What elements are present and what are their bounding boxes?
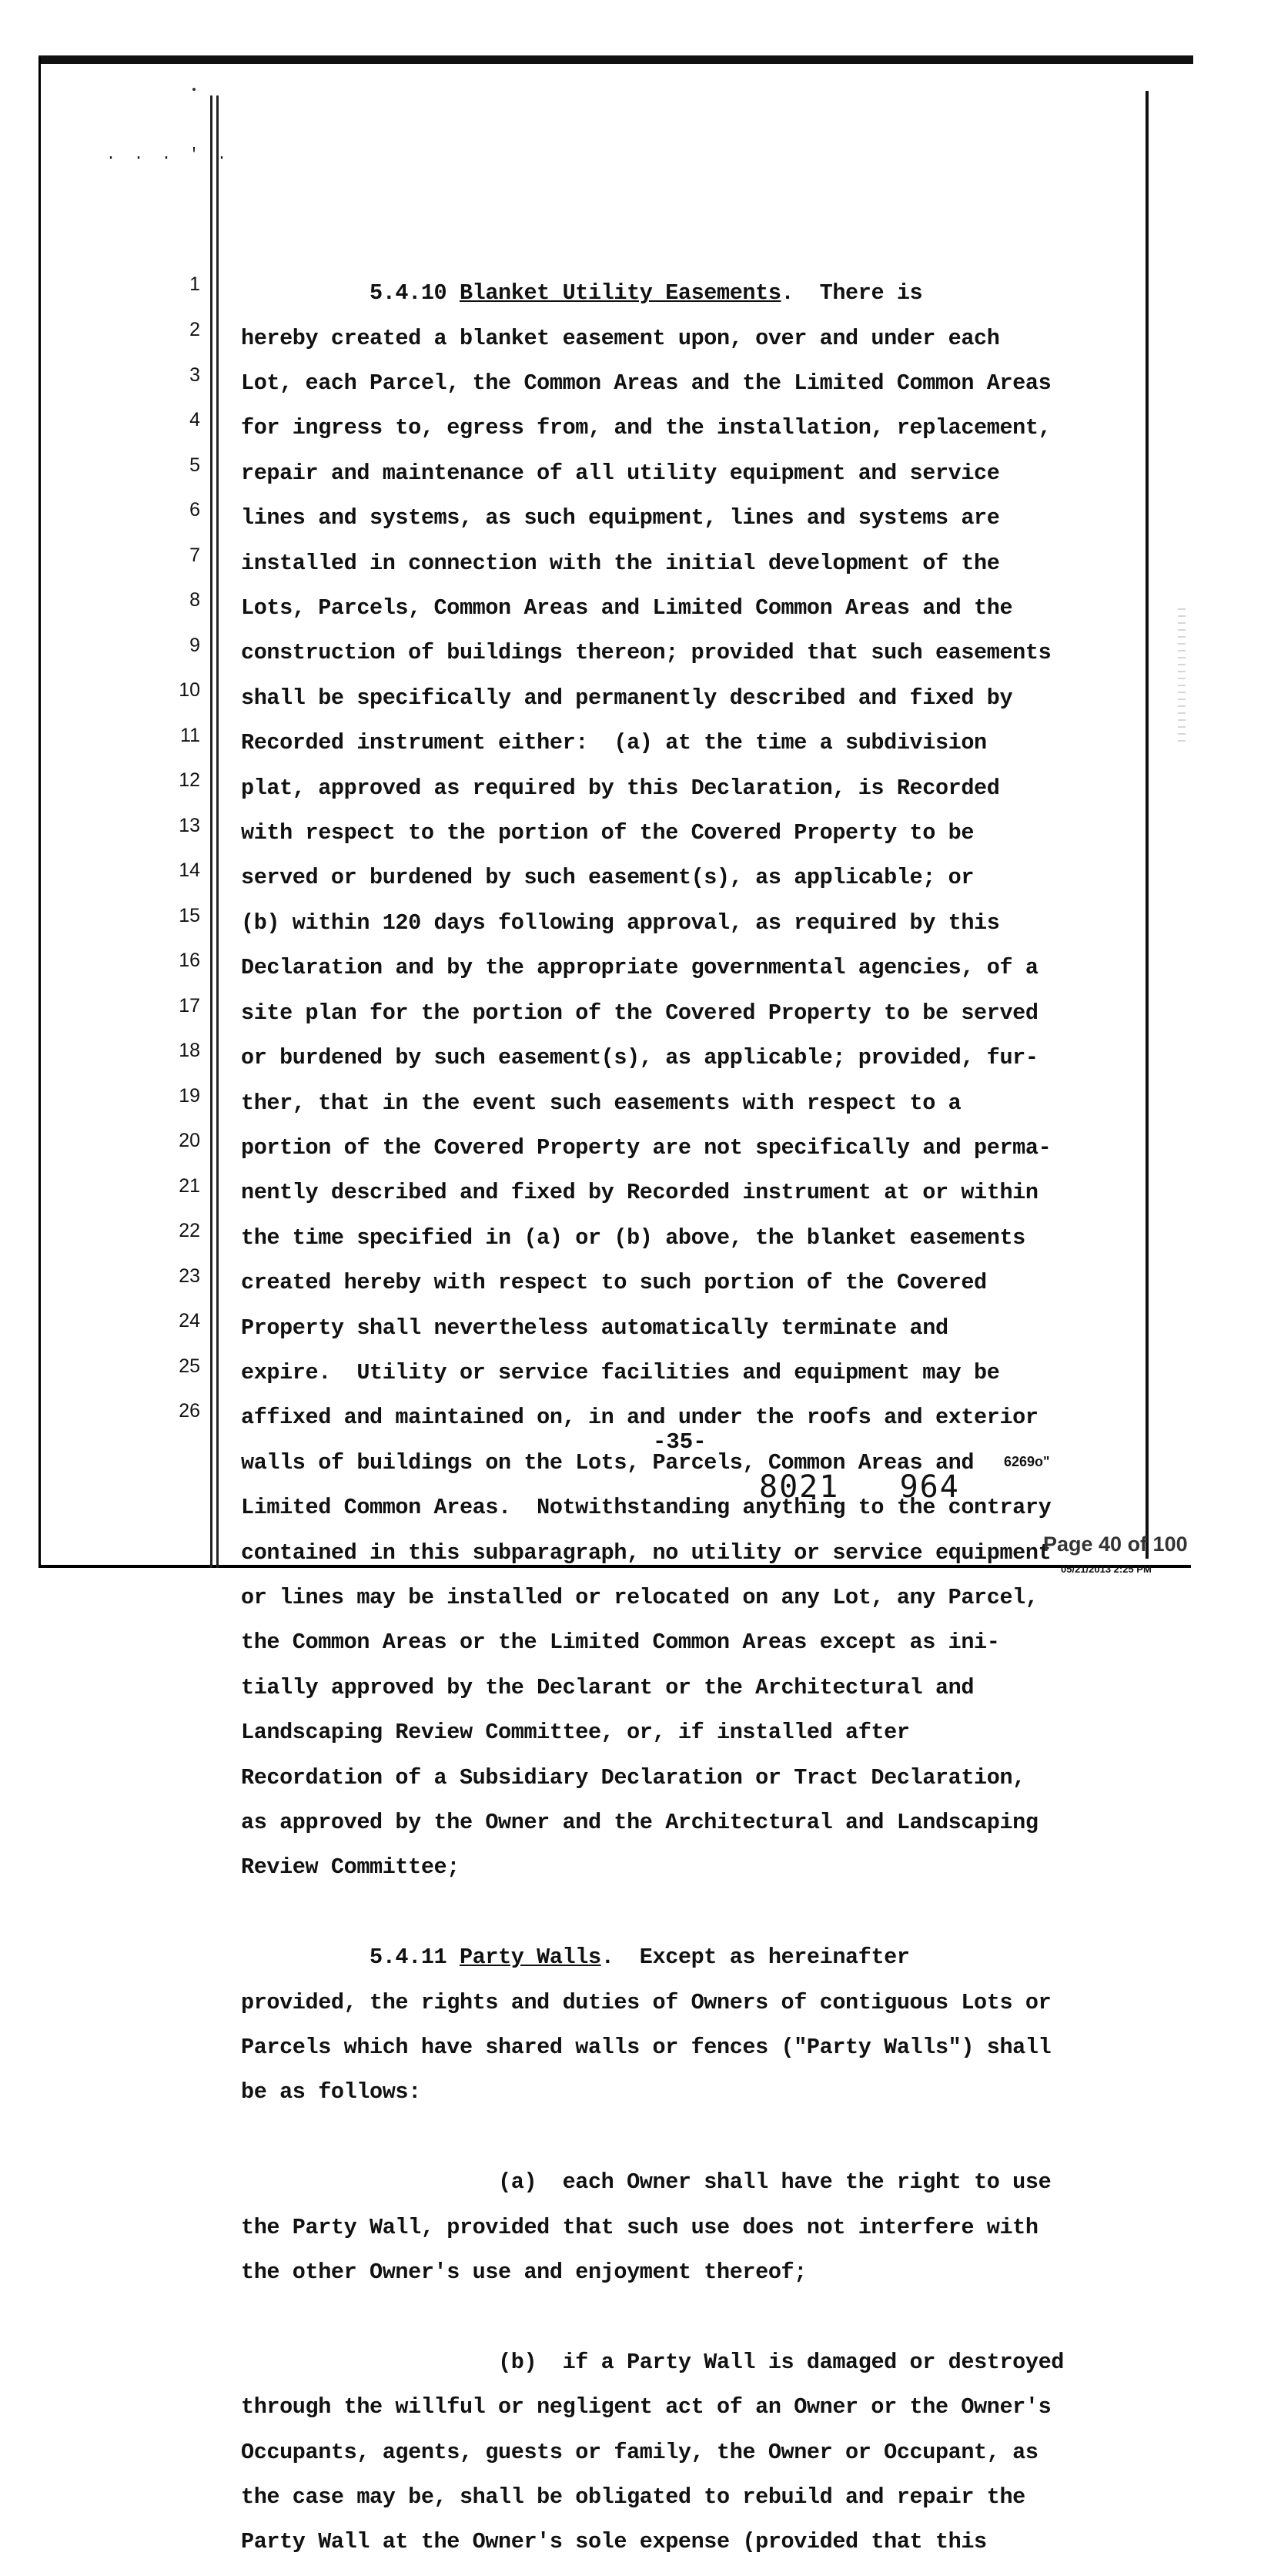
paragraph-line: lines and systems, as such equipment, lines and systems are [241, 505, 1000, 531]
paragraph-line: nently described and fixed by Recorded instrument at or within [241, 1180, 1039, 1206]
document-code: 6269o" [1004, 1454, 1050, 1469]
line-number: 19 [179, 1085, 200, 1107]
print-date: 05/21/2013 2:25 PM [1061, 1563, 1152, 1575]
section-heading-tail: . There is [781, 280, 923, 307]
section-heading-tail: . Except as hereinafter [600, 1945, 910, 1971]
line-number: 22 [179, 1220, 200, 1241]
paragraph-line: (b) within 120 days following approval, as required by this [241, 909, 1000, 936]
paragraph-line: the other Owner's use and enjoyment thereof; [241, 2259, 807, 2286]
section-number: 5.4.10 [370, 280, 447, 307]
paragraph-line: shall be specifically and permanently described and fixed by [241, 685, 1013, 711]
page-number: -35- [653, 1429, 707, 1455]
scan-speck [192, 88, 196, 91]
document-body [241, 260, 1142, 2576]
line-number: 12 [179, 769, 200, 791]
paragraph-line: for ingress to, egress from, and the installation, replacement, [241, 415, 1052, 441]
line-number: 1 [189, 273, 200, 295]
line-number: 21 [179, 1175, 200, 1197]
line-number: 11 [180, 725, 200, 746]
section-heading-line [241, 280, 1142, 307]
paragraph-line: the Common Areas or the Limited Common Areas except as ini- [241, 1630, 1000, 1656]
clause-label: (b) [498, 2349, 537, 2375]
paragraph-line: Review Committee; [241, 1854, 460, 1881]
paragraph-line: site plan for the portion of the Covered Property to be served [241, 1000, 1039, 1026]
right-margin-rule [1146, 91, 1149, 1559]
section-title: Party Walls [459, 1945, 601, 1971]
clause-first-line [241, 2169, 1142, 2196]
line-number: 5 [189, 454, 200, 476]
paragraph-line: affixed and maintained on, in and under the roofs and exterior [241, 1405, 1039, 1431]
paragraph-line: as approved by the Owner and the Architectural and Landscaping [241, 1810, 1039, 1836]
scan-artifact-dots: . . . ' . [106, 146, 232, 164]
line-number: 20 [179, 1130, 200, 1151]
line-number: 9 [189, 635, 200, 656]
line-number: 2 [189, 319, 200, 340]
clause-first-line [241, 2351, 1142, 2373]
paragraph-gap [241, 2306, 1142, 2328]
book-page-stamp: 8021 964 [759, 1469, 960, 1505]
paragraph-line: portion of the Covered Property are not specifically and perma- [241, 1134, 1052, 1161]
line-number: 4 [189, 409, 200, 430]
line-number: 7 [189, 544, 200, 566]
paragraph-line: tially approved by the Declarant or the Architectural and [241, 1674, 975, 1700]
left-margin-rule-inner [216, 95, 219, 1568]
paragraph-gap [241, 1901, 1142, 1924]
paragraph-line: installed in connection with the initial development of the [241, 550, 1000, 576]
line-number: 6 [189, 499, 200, 521]
paragraph-line: Lot, each Parcel, the Common Areas and the Limited Common Areas [241, 370, 1052, 397]
paragraph-line: construction of buildings thereon; provided that such easements [241, 640, 1052, 666]
paragraph-line: Parcels which have shared walls or fences ("Party Walls") shall [241, 2035, 1052, 2061]
paragraph-line: Occupants, agents, guests or family, the Owner or Occupant, as [241, 2439, 1039, 2465]
paragraph-line: ther, that in the event such easements with respect to a [241, 1090, 962, 1116]
paragraph-gap [241, 2126, 1142, 2149]
line-number: 17 [179, 995, 200, 1017]
paragraph-line: served or burdened by such easement(s), as applicable; or [241, 865, 975, 891]
clause-label: (a) [498, 2169, 537, 2196]
paragraph-line: the case may be, shall be obligated to rebuild and repair the [241, 2484, 1025, 2511]
section-heading-line [241, 1945, 1142, 1971]
line-number: 8 [189, 589, 200, 611]
paragraph-line: Limited Common Areas. Notwithstanding anything to the contrary [241, 1495, 1052, 1521]
line-number: 18 [179, 1040, 200, 1061]
paragraph-line: through the willful or negligent act of an Owner or the Owner's [241, 2394, 1052, 2420]
paragraph-line: contained in this subparagraph, no utility or service equipment [241, 1539, 1052, 1566]
paragraph-line: created hereby with respect to such portion of the Covered [241, 1270, 987, 1296]
paragraph-line: Declaration and by the appropriate governmental agencies, of a [241, 955, 1039, 981]
clause-text: each Owner shall have the right to use [562, 2169, 1052, 2196]
line-number: 14 [179, 859, 200, 881]
paragraph-line: repair and maintenance of all utility equipment and service [241, 460, 1000, 486]
paragraph-line: provided, the rights and duties of Owners of contiguous Lots or [241, 1989, 1052, 2015]
line-number: 26 [179, 1400, 200, 1422]
line-number: 16 [179, 950, 200, 971]
paragraph-line: Lots, Parcels, Common Areas and Limited Common Areas and the [241, 595, 1013, 621]
paragraph-line: Landscaping Review Committee, or, if installed after [241, 1720, 910, 1746]
paragraph-line: or lines may be installed or relocated on any Lot, any Parcel, [241, 1584, 1039, 1610]
line-number: 13 [179, 815, 200, 836]
paragraph-line: walls of buildings on the Lots, Parcels, Common Areas and [241, 1449, 975, 1476]
clause-text: if a Party Wall is damaged or destroyed [562, 2349, 1064, 2375]
paragraph-line: be as follows: [241, 2079, 421, 2105]
line-number: 24 [179, 1310, 200, 1332]
section-number: 5.4.11 [370, 1945, 447, 1971]
paragraph-line: plat, approved as required by this Declaration, is Recorded [241, 775, 1000, 801]
line-number: 10 [179, 679, 200, 701]
line-number: 23 [179, 1265, 200, 1287]
line-number: 15 [179, 905, 200, 926]
line-number: 3 [189, 364, 200, 386]
paragraph-line: or burdened by such easement(s), as applicable; provided, fur- [241, 1045, 1039, 1071]
paragraph-line: Property shall nevertheless automatically terminate and [241, 1315, 948, 1341]
paragraph-line: expire. Utility or service facilities and equipment may be [241, 1359, 1000, 1385]
paragraph-line: the Party Wall, provided that such use does not interfere with [241, 2214, 1039, 2240]
paragraph-line: with respect to the portion of the Covered Property to be [241, 820, 975, 846]
page-of-indicator: Page 40 of 100 [1043, 1533, 1188, 1556]
section-title: Blanket Utility Easements [459, 280, 781, 307]
line-number: 25 [179, 1355, 200, 1377]
paragraph-line: Recordation of a Subsidiary Declaration or Tract Declaration, [241, 1764, 1025, 1790]
paragraph-line: hereby created a blanket easement upon, over and under each [241, 325, 1000, 351]
paragraph-line: the time specified in (a) or (b) above, the blanket easements [241, 1224, 1025, 1251]
left-margin-rule [210, 95, 212, 1568]
scan-noise [1178, 608, 1186, 747]
paragraph-line: Party Wall at the Owner's sole expense (provided that this [241, 2529, 987, 2555]
paragraph-line: Recorded instrument either: (a) at the time a subdivision [241, 730, 987, 756]
